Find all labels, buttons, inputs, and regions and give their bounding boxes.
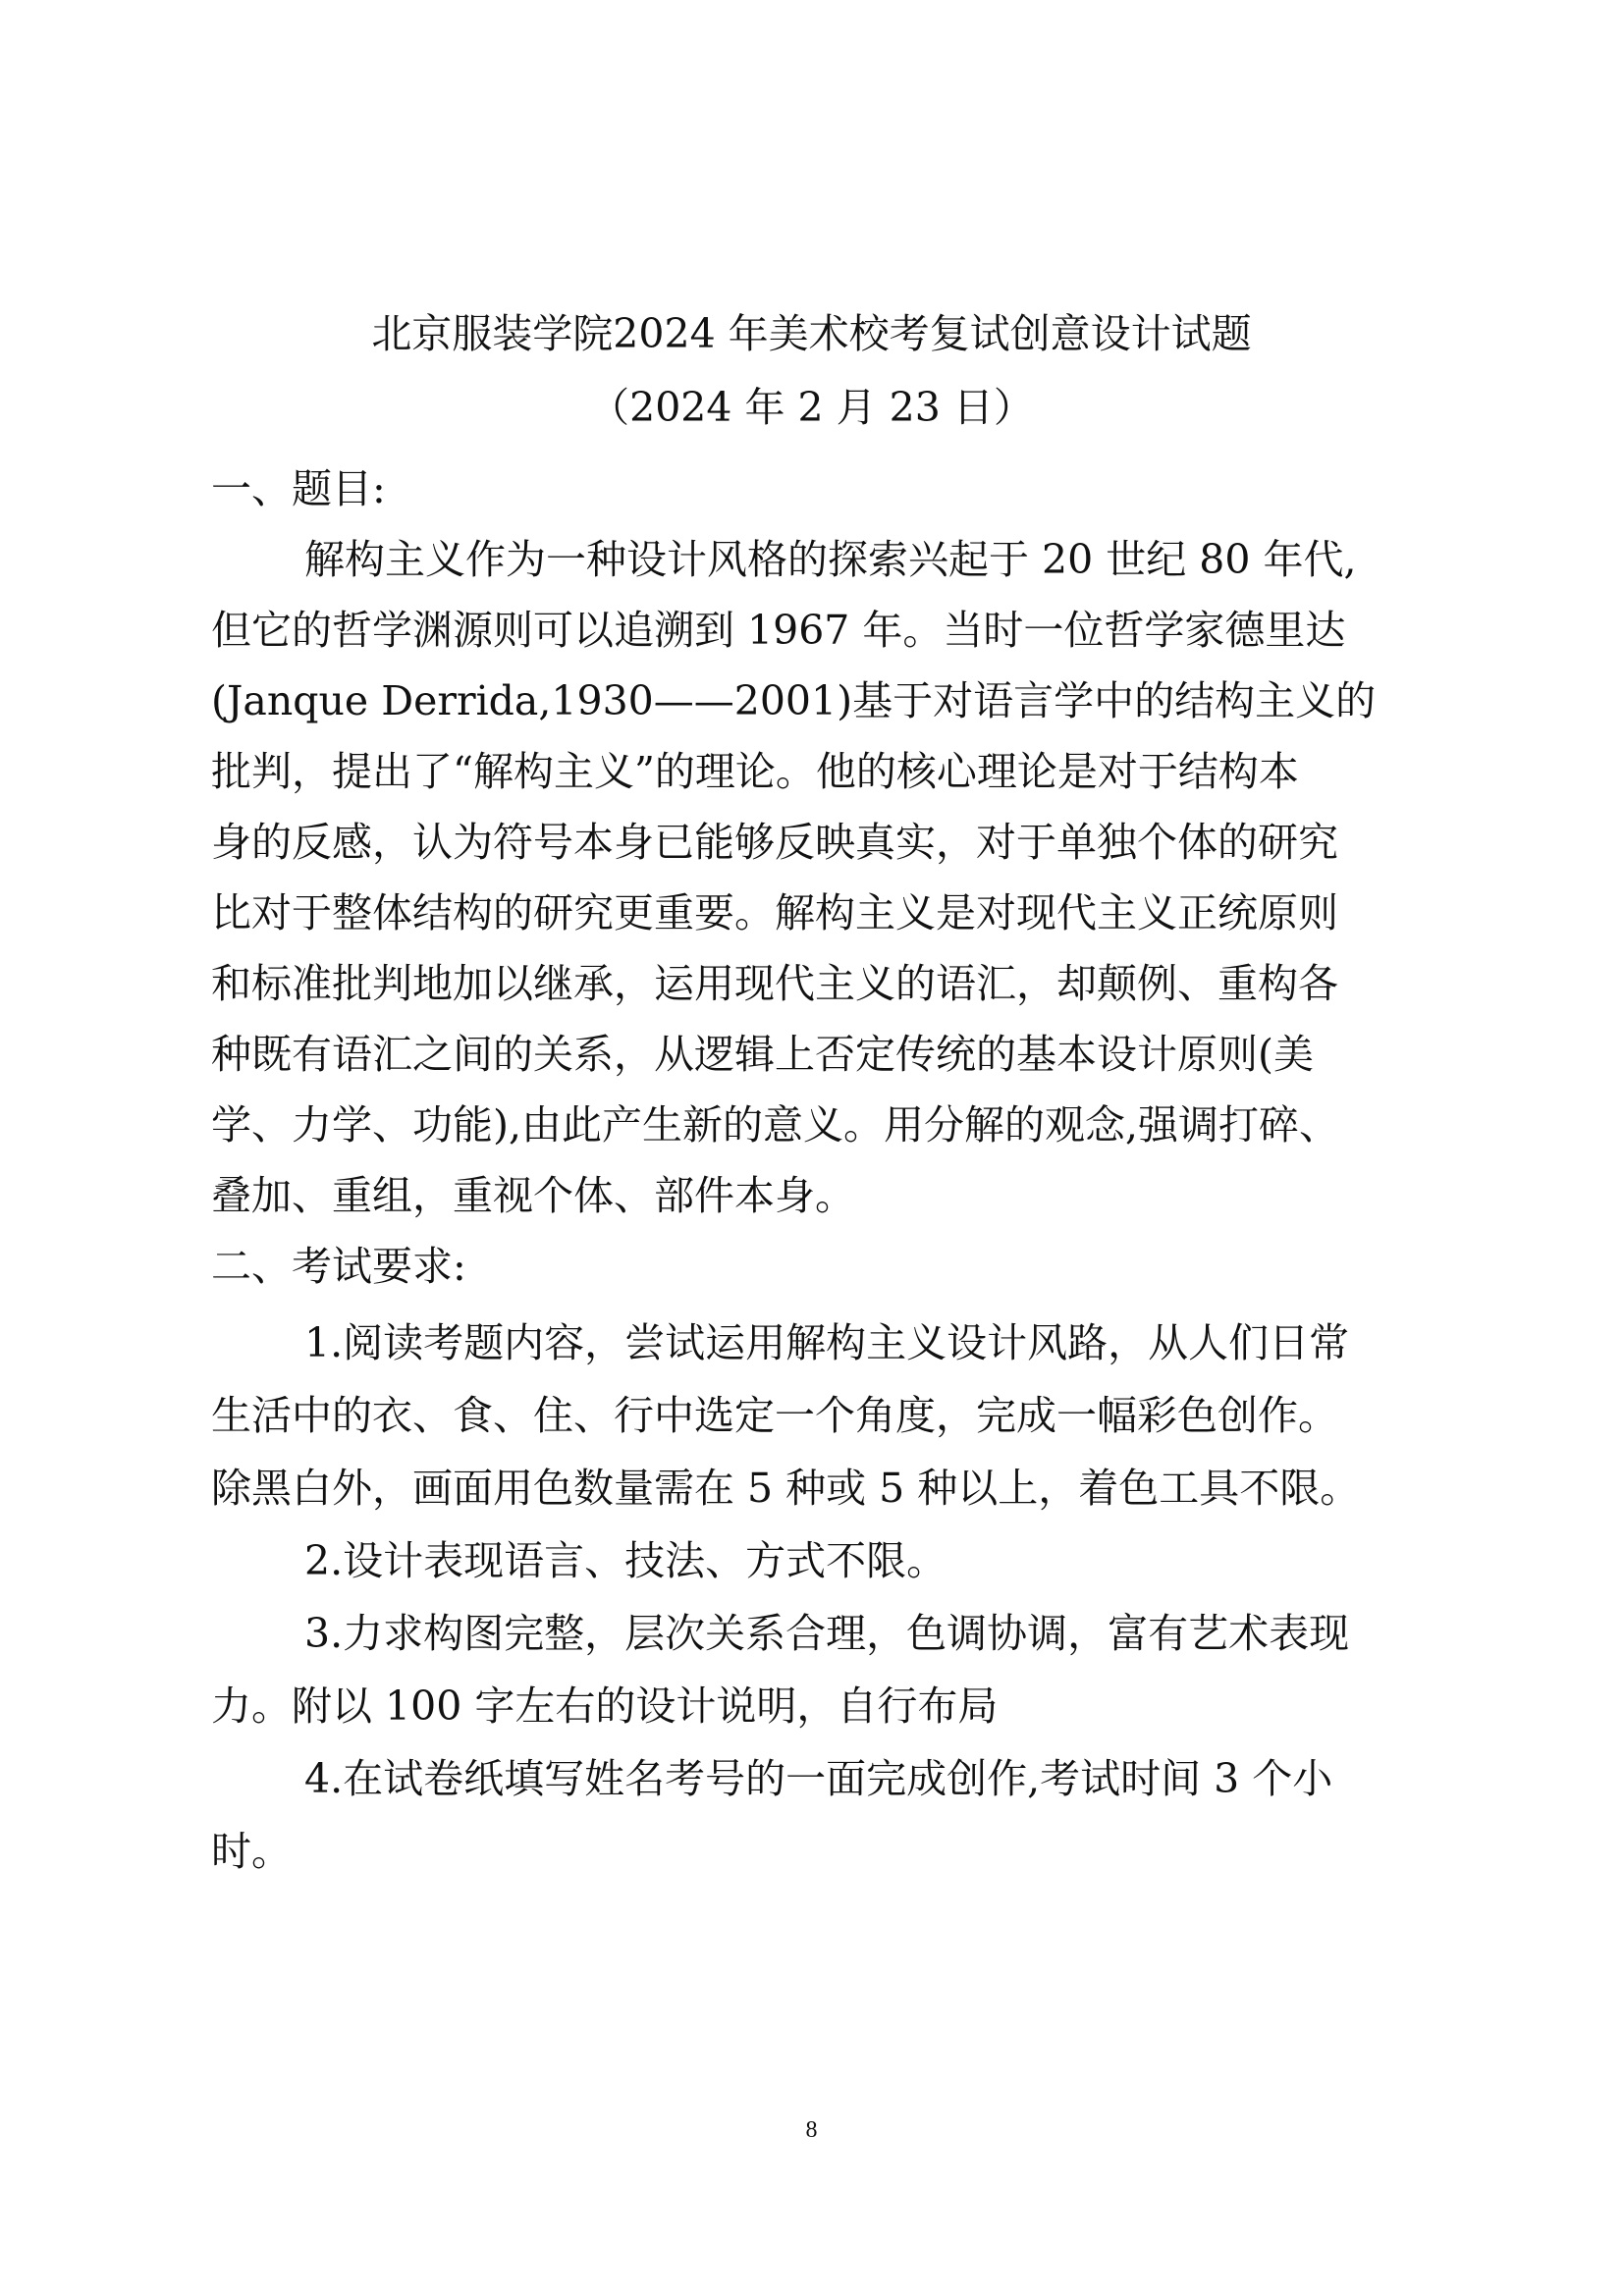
requirement-line: 生活中的衣、食、住、行中选定一个角度，完成一幅彩色创作。 bbox=[211, 1392, 1338, 1439]
paragraph-line: 和标准批判地加以继承，运用现代主义的语汇，却颠例、重构各 bbox=[211, 960, 1338, 1007]
paragraph-line: 但它的哲学渊源则可以追溯到 1967 年。当时一位哲学家德里达 bbox=[211, 607, 1346, 654]
document-date: （2024 年 2 月 23 日） bbox=[589, 384, 1034, 431]
requirement-line: 力。附以 100 字左右的设计说明，自行布局 bbox=[211, 1682, 999, 1730]
paragraph-line: (Janque Derrida,1930——2001)基于对语言学中的结构主义的 bbox=[211, 677, 1377, 724]
section-1-heading: 一、题目: bbox=[211, 465, 386, 512]
section-2-heading: 二、考试要求: bbox=[211, 1243, 466, 1290]
requirement-line: 时。 bbox=[211, 1828, 292, 1875]
requirement-line: 除黑白外，画面用色数量需在 5 种或 5 种以上，着色工具不限。 bbox=[211, 1465, 1361, 1512]
page-number: 8 bbox=[805, 2117, 818, 2143]
paragraph-line: 批判，提出了“解构主义”的理论。他的核心理论是对于结构本 bbox=[211, 748, 1299, 795]
paragraph-line: 学、力学、功能),由此产生新的意义。用分解的观念,强调打碎、 bbox=[211, 1101, 1340, 1148]
paragraph-line: 解构主义作为一种设计风格的探索兴起于 20 世纪 80 年代, bbox=[304, 536, 1357, 583]
paragraph-line: 比对于整体结构的研究更重要。解构主义是对现代主义正统原则 bbox=[211, 889, 1338, 936]
paragraph-line: 叠加、重组，重视个体、部件本身。 bbox=[211, 1172, 855, 1219]
paragraph-line: 种既有语汇之间的关系，从逻辑上否定传统的基本设计原则(美 bbox=[211, 1031, 1314, 1078]
requirement-line: 4.在试卷纸填写姓名考号的一面完成创作,考试时间 3 个小 bbox=[304, 1755, 1333, 1802]
document-title: 北京服装学院2024 年美术校考复试创意设计试题 bbox=[371, 310, 1252, 357]
requirement-line: 3.力求构图完整，层次关系合理，色调协调，富有艺术表现 bbox=[304, 1610, 1350, 1657]
requirement-line: 2.设计表现语言、技法、方式不限。 bbox=[304, 1537, 947, 1584]
paragraph-line: 身的反感，认为符号本身已能够反映真实，对于单独个体的研究 bbox=[211, 819, 1338, 866]
requirement-line: 1.阅读考题内容，尝试运用解构主义设计风路，从人们日常 bbox=[304, 1319, 1350, 1366]
